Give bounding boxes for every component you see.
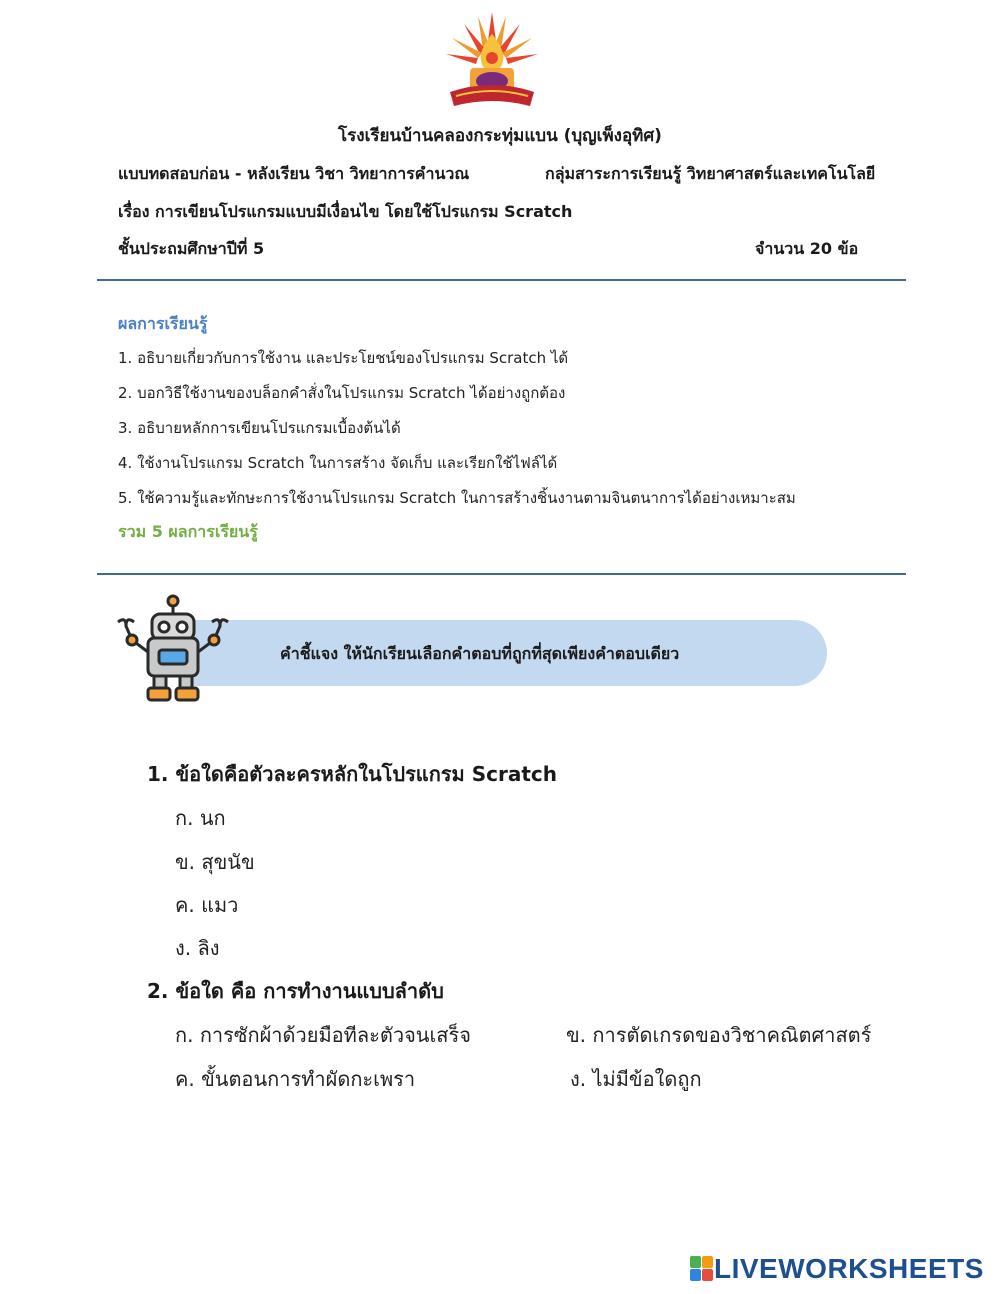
outcome-item: 5. ใช้ความรู้และทักษะการใช้งานโปรแกรม Scratch ในการสร้างชิ้นงานตามจินตนาการได้อย่างเหมาะสม [118,489,796,507]
q1-option-a[interactable]: ก. นก [175,806,226,830]
q2-option-c[interactable]: ค. ขั้นตอนการทำผัดกะเพรา [175,1067,416,1091]
school-emblem [440,8,544,116]
question-count: จำนวน 20 ข้อ [755,239,859,258]
q2-option-b[interactable]: ข. การตัดเกรดของวิชาคณิตศาสตร์ [566,1023,872,1047]
liveworksheets-icon [690,1256,714,1282]
outcome-item: 2. บอกวิธีใช้งานของบล็อกคำสั่งในโปรแกรม Scratch ได้อย่างถูกต้อง [118,384,566,402]
instruction-text: คำชี้แจง ให้นักเรียนเลือกคำตอบที่ถูกที่สุดเพียงคำตอบเดียว [280,644,680,663]
school-name: โรงเรียนบ้านคลองกระทุ่มแบน (บุญเพ็งอุทิศ) [338,126,662,146]
q1-option-c[interactable]: ค. แมว [175,893,239,917]
q1-option-d[interactable]: ง. ลิง [175,936,220,960]
question-2: 2. ข้อใด คือ การทำงานแบบลำดับ [147,979,444,1003]
question-1: 1. ข้อใดคือตัวละครหลักในโปรแกรม Scratch [147,762,557,786]
test-type: แบบทดสอบก่อน - หลังเรียน วิชา วิทยาการคำนวณ [118,164,470,183]
outcome-item: 1. อธิบายเกี่ยวกับการใช้งาน และประโยชน์ของโปรแกรม Scratch ได้ [118,349,569,367]
q2-option-d[interactable]: ง. ไม่มีข้อใดถูก [570,1067,702,1091]
topic: เรื่อง การเขียนโปรแกรมแบบมีเงื่อนไข โดยใช้โปรแกรม Scratch [118,202,573,221]
q1-option-b[interactable]: ข. สุขนัข [175,850,255,874]
liveworksheets-logo[interactable] [690,1253,984,1285]
divider [97,573,906,575]
outcome-item: 4. ใช้งานโปรแกรม Scratch ในการสร้าง จัดเก็บ และเรียกใช้ไฟล์ได้ [118,454,558,472]
liveworksheets-text: LIVEWORKSHEETS [714,1253,984,1284]
outcomes-total: รวม 5 ผลการเรียนรู้ [118,522,258,541]
subject-group: กลุ่มสาระการเรียนรู้ วิทยาศาสตร์และเทคโนโลยี [545,164,876,183]
divider [97,279,906,281]
grade-level: ชั้นประถมศึกษาปีที่ 5 [118,239,265,258]
outcome-item: 3. อธิบายหลักการเขียนโปรแกรมเบื้องต้นได้ [118,419,401,437]
q2-option-a[interactable]: ก. การซักผ้าด้วยมือทีละตัวจนเสร็จ [175,1023,471,1047]
robot-icon [114,594,232,706]
outcomes-title: ผลการเรียนรู้ [118,314,208,333]
